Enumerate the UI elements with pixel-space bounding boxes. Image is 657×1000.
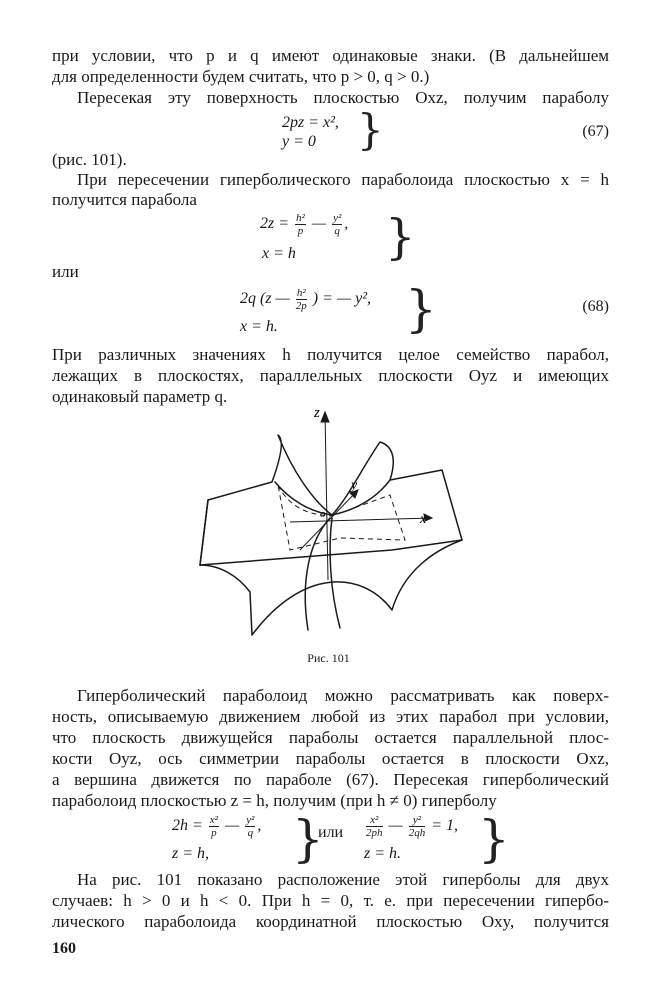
text-line: (рис. 101). — [52, 150, 127, 169]
text-line: что плоскость движущейся параболы остается параллельной плос- — [52, 728, 609, 747]
fraction: $\frac{\text{y²}}{q}$ — [333, 212, 342, 237]
right-brace: } — [478, 810, 510, 868]
equation-parabola-line-2: x = h — [262, 245, 296, 262]
text-line: Гиперболический параболоид можно рассматривать как поверх- — [77, 686, 609, 705]
figure-101-hyperbolic-paraboloid — [180, 400, 480, 640]
dashed-section — [278, 485, 405, 550]
text-line: кости Oyz, ось симметрии параболы остается в плоскости Oxz, — [52, 749, 609, 768]
x-axis — [290, 518, 432, 522]
fraction: $\frac{\text{y²}}{q}$ — [246, 814, 255, 839]
equation-67-line-1: 2pz = x², — [282, 114, 339, 131]
text-line: при условии, что p и q имеют одинаковые знаки. (В дальнейшем — [52, 46, 609, 65]
equation-68-line-1: 2q (z — $\frac{\text{h²}}{2p}$ ) = — y², — [240, 287, 372, 312]
left-wall — [200, 500, 208, 565]
axis-label-z: z — [314, 405, 320, 421]
text-line: получится парабола — [52, 190, 197, 209]
text-line: а вершина движется по параболе (67). Пересекая гиперболический — [52, 770, 609, 789]
right-brace: } — [292, 810, 324, 868]
equation-68-line-2: x = h. — [240, 318, 278, 335]
fraction: $\frac{\text{x²}}{2ph}$ — [366, 814, 383, 839]
or-word: или — [52, 262, 79, 281]
text-line: одинаковый параметр q. — [52, 387, 228, 406]
text-line: лического параболоида координатной плоскостью Oxy, получится — [52, 912, 609, 931]
text-line: При различных значениях h получится целое семейство парабол, — [52, 345, 609, 364]
text-line: На рис. 101 показано расположение этой гиперболы для двух — [77, 870, 609, 889]
text-line: случаев: h > 0 и h < 0. При h = 0, т. е. при пересечении гипербо- — [52, 891, 609, 910]
text-line: для определенности будем считать, что p > 0, q > 0.) — [52, 67, 430, 86]
z-arrow — [321, 412, 329, 422]
page-number: 160 — [52, 940, 76, 957]
equation-hyperbola-line-1: 2h = $\frac{\text{x²}}{p}$ — $\frac{\text{y²}}{q}$ , — [172, 814, 262, 839]
text-line: Пересекая эту поверхность плоскостью Oxz, получим параболу — [77, 88, 609, 107]
equation-hyperbola-line-2: z = h, — [172, 845, 210, 862]
fraction: $\frac{\text{h²}}{2p}$ — [295, 287, 307, 312]
text-line: ность, описываемую движением любой из этих парабол при условии, — [52, 707, 609, 726]
right-brace: } — [357, 105, 384, 154]
text-line: лежащих в плоскостях, параллельных плоскости Oyz и имеющих — [52, 366, 609, 385]
or-word: или — [318, 824, 344, 841]
front-parabola — [305, 518, 330, 630]
axis-label-y: y — [351, 478, 358, 493]
vertex-parabola-right — [332, 480, 390, 515]
right-brace: } — [405, 280, 437, 338]
right-brace: } — [385, 209, 416, 265]
figure-caption: Рис. 101 — [307, 651, 350, 665]
eq-lhs: 2z = — [260, 215, 290, 233]
axis-label-x: x — [420, 512, 427, 527]
origin-label: o — [320, 508, 326, 520]
equation-67-line-2: y = 0 — [282, 133, 316, 150]
text-line: При пересечении гиперболического параболоида плоскостью x = h — [77, 170, 609, 189]
equation-number-67: (67) — [582, 123, 609, 140]
fraction: $\frac{\text{x²}}{p}$ — [209, 814, 218, 839]
equation-number-68: (68) — [582, 298, 609, 315]
equation-hyperbola-canonical-line-2: z = h. — [364, 845, 402, 862]
equation-parabola-line-1: 2z = $\frac{\text{h²}}{p}$ — $\frac{\text{y²}}{q}$ , — [260, 212, 349, 237]
text-line: параболоид плоскостью z = h, получим (при h ≠ 0) гиперболу — [52, 791, 497, 810]
fraction: $\frac{\text{y²}}{2qh}$ — [408, 814, 426, 839]
fraction: $\frac{\text{h²}}{p}$ — [296, 212, 305, 237]
front-parabola-2 — [330, 518, 340, 628]
equation-hyperbola-canonical-line-1: $\frac{\text{x²}}{2ph}$ — $\frac{\text{y²}}{2qh}$ = 1, — [366, 814, 459, 839]
